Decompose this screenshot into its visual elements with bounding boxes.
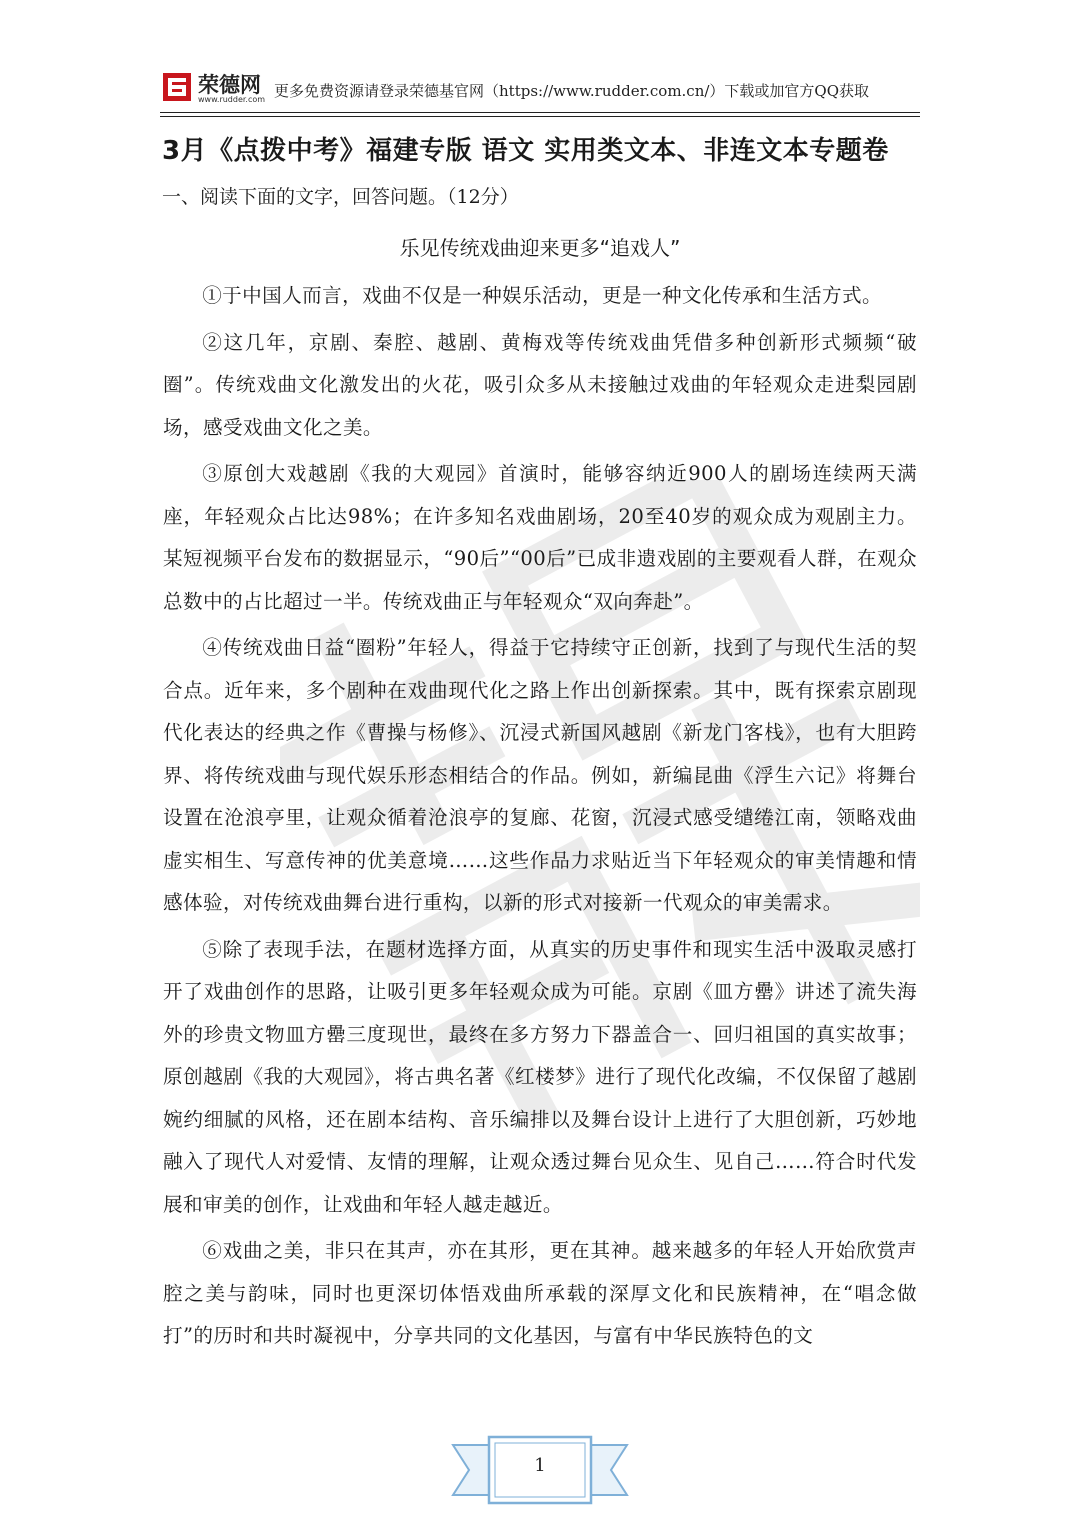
header-divider-thin xyxy=(160,116,920,117)
paragraph-6: ⑥戏曲之美，非只在其声，亦在其形，更在其神。越来越多的年轻人开始欣赏声腔之美与韵味，同时也更深切体悟戏曲所承载的深厚文化和民族精神，在“唱念做打”的历时和共时凝视中，分享共同的文化基因，与富有中华民族特色的文 xyxy=(163,1239,917,1347)
paragraph-3: ③原创大戏越剧《我的大观园》首演时，能够容纳近900人的剧场连续两天满座，年轻观众占比达98%；在许多知名戏曲剧场，20至40岁的观众成为观剧主力。某短视频平台发布的数据显示，“90后”“00后”已成非遗戏剧的主要观看人群，在观众总数中的占比超过一半。传统戏曲正与年轻观众“双向奔赴”。 xyxy=(163,462,917,613)
article-body xyxy=(163,275,917,1362)
paragraph-2: ②这几年，京剧、秦腔、越剧、黄梅戏等传统戏曲凭借多种创新形式频频“破圈”。传统戏曲文化激发出的火花，吸引众多从未接触过戏曲的年轻观众走进梨园剧场，感受戏曲文化之美。 xyxy=(163,330,917,439)
logo-name: 荣德网 xyxy=(198,73,261,97)
document-title: 3月《点拨中考》福建专版 语文 实用类文本、非连文本专题卷 xyxy=(162,136,889,166)
header-divider xyxy=(160,112,920,113)
header-notice: 更多免费资源请登录荣德基官网（https://www.rudder.com.cn/）下载或加官方QQ获取 xyxy=(274,82,870,100)
section-score: （12分） xyxy=(447,186,519,208)
paragraph-1: ①于中国人而言，戏曲不仅是一种娱乐活动，更是一种文化传承和生活方式。 xyxy=(202,284,882,307)
article-title: 乐见传统戏曲迎来更多“追戏人” xyxy=(399,236,681,260)
paragraph-5: ⑤除了表现手法，在题材选择方面，从真实的历史事件和现实生活中汲取灵感打开了戏曲创作的思路，让吸引更多年轻观众成为可能。京剧《皿方罍》讲述了流失海外的珍贵文物皿方罍三度现世，最终在多方努力下器盖合一、回归祖国的真实故事；原创越剧《我的大观园》，将古典名著《红楼梦》进行了现代化改编，不仅保留了越剧婉约细腻的风格，还在剧本结构、音乐编排以及舞台设计上进行了大胆创新，巧妙地融入了现代人对爱情、友情的理解，让观众透过舞台见众生、见自己……符合时代发展和审美的创作，让戏曲和年轻人越走越近。 xyxy=(163,937,917,1216)
rudder-logo xyxy=(160,72,270,108)
rudder-logo-icon xyxy=(162,72,192,102)
paragraph-4: ④传统戏曲日益“圈粉”年轻人，得益于它持续守正创新，找到了与现代生活的契合点。近年来，多个剧种在戏曲现代化之路上作出创新探索。其中，既有探索京剧现代化表达的经典之作《曹操与杨修》、沉浸式新国风越剧《新龙门客栈》，也有大胆跨界、将传统戏曲与现代娱乐形态相结合的作品。例如，新编昆曲《浮生六记》将舞台设置在沧浪亭里，让观众循着沧浪亭的复廊、花窗，沉浸式感受缱绻江南，领略戏曲虚实相生、写意传神的优美意境……这些作品力求贴近当下年轻观众的审美情趣和情感体验，对传统戏曲舞台进行重构，以新的形式对接新一代观众的审美需求。 xyxy=(163,636,917,914)
page-header xyxy=(160,70,920,110)
section-heading-text: 一、阅读下面的文字，回答问题。 xyxy=(162,186,448,208)
section-heading xyxy=(162,182,519,209)
page-number: 1 xyxy=(534,1455,546,1476)
logo-url: www.rudder.com xyxy=(198,95,266,104)
